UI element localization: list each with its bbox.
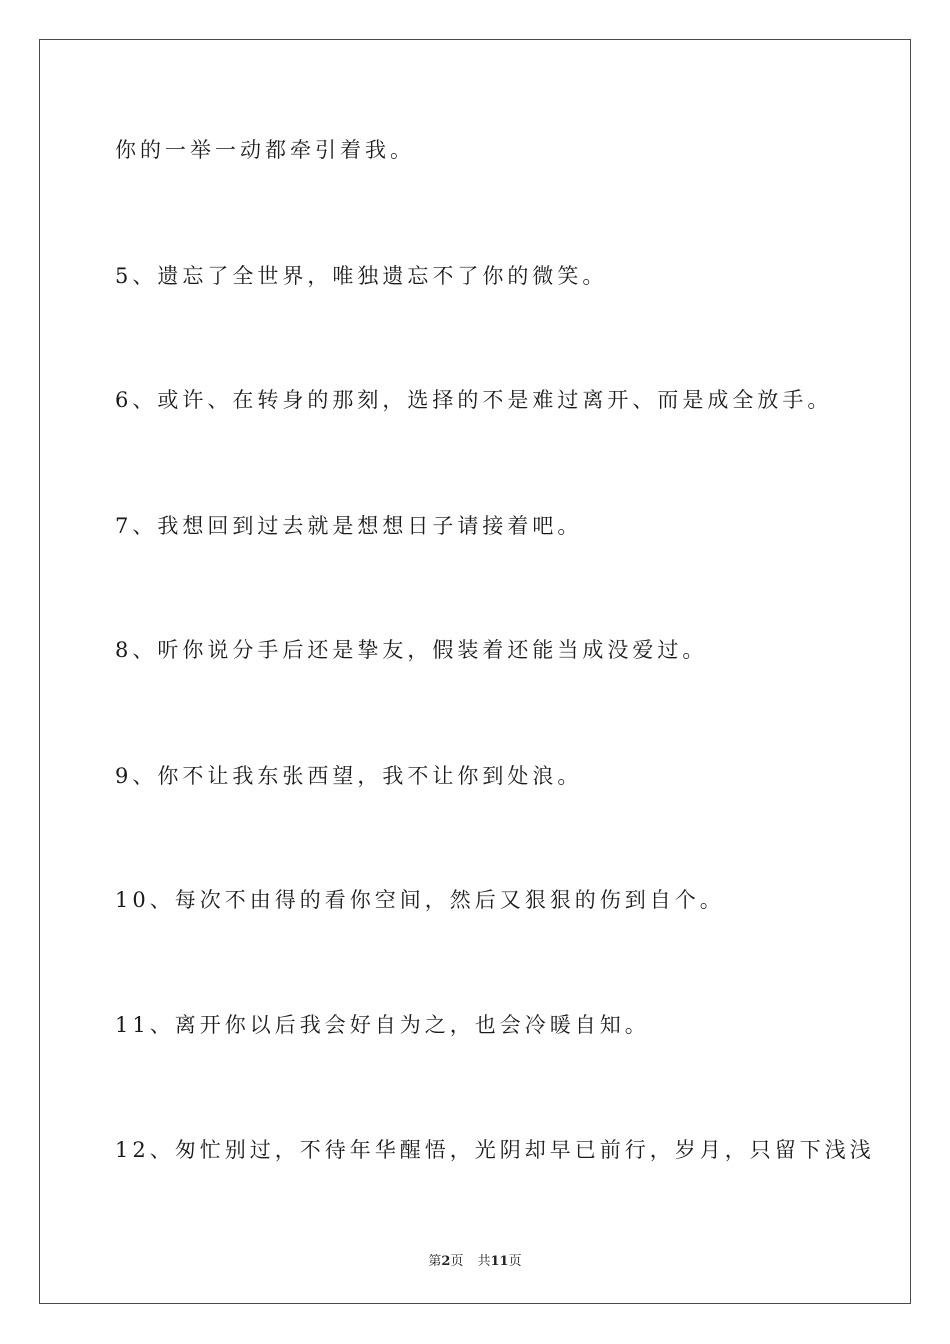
text-line: 你的一举一动都牵引着我。 [115, 138, 415, 162]
total-label-suffix: 页 [508, 1254, 522, 1269]
text-line: 9、你不让我东张西望，我不让你到处浪。 [115, 764, 583, 788]
page-border [39, 39, 911, 1304]
text-line: 8、听你说分手后还是挚友，假装着还能当成没爱过。 [115, 638, 708, 662]
text-line: 6、或许、在转身的那刻，选择的不是难过离开、而是成全放手。 [115, 388, 833, 412]
current-page-number: 2 [441, 1254, 451, 1269]
text-line: 11、离开你以后我会好自为之，也会冷暖自知。 [115, 1013, 650, 1037]
text-line: 7、我想回到过去就是想想日子请接着吧。 [115, 514, 583, 538]
page-label-suffix: 页 [450, 1254, 464, 1269]
page-label-prefix: 第 [428, 1254, 442, 1269]
text-line: 12、匆忙别过，不待年华醒悟，光阴却早已前行，岁月，只留下浅浅 [115, 1138, 875, 1162]
text-line: 10、每次不由得的看你空间，然后又狠狠的伤到自个。 [115, 888, 725, 912]
text-line: 5、遗忘了全世界，唯独遗忘不了你的微笑。 [115, 264, 608, 288]
total-label-prefix: 共 [477, 1254, 491, 1269]
page-footer [0, 1250, 950, 1269]
total-page-number: 11 [490, 1254, 509, 1269]
